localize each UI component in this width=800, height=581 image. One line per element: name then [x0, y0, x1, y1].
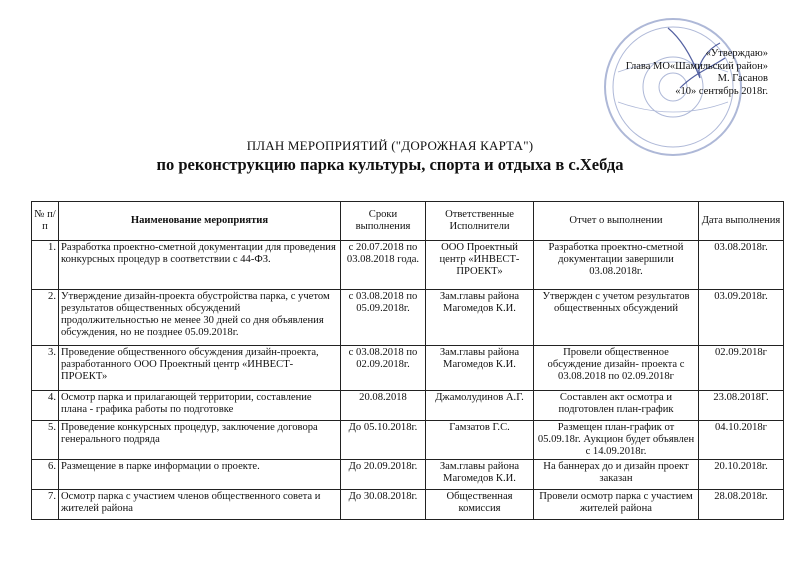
row-done: 03.08.2018г.: [699, 241, 784, 290]
table-row: [32, 346, 784, 391]
row-report: На баннерах до и дизайн проект заказан: [534, 460, 699, 490]
row-responsible: Зам.главы района Магомедов К.И.: [426, 460, 534, 490]
row-deadline: с 03.08.2018 по 05.09.2018г.: [341, 290, 426, 346]
row-done: 02.09.2018г: [699, 346, 784, 391]
row-deadline: До 05.10.2018г.: [341, 421, 426, 460]
row-name: Осмотр парка и прилагающей территории, составление плана - графика работы по подготовке: [59, 391, 341, 421]
row-done: 23.08.2018Г.: [699, 391, 784, 421]
row-num: 4.: [32, 391, 59, 421]
row-num: 7.: [32, 490, 59, 520]
row-report: Размещен план-график от 05.09.18г. Аукцион будет объявлен с 14.09.2018г.: [534, 421, 699, 460]
row-num: 3.: [32, 346, 59, 391]
row-responsible: ООО Проектный центр «ИНВЕСТ-ПРОЕКТ»: [426, 241, 534, 290]
table-row: [32, 241, 784, 290]
row-name: Проведение общественного обсуждения дизайн-проекта, разработанного ООО Проектный центр «ИНВЕСТ-ПРОЕКТ»: [59, 346, 341, 391]
approval-line-3: М. Гасанов: [717, 73, 768, 84]
table-row: [32, 391, 784, 421]
header-deadline: Сроки выполнения: [341, 202, 426, 241]
approval-line-1: «Утверждаю»: [705, 48, 768, 59]
row-deadline: с 20.07.2018 по 03.08.2018 года.: [341, 241, 426, 290]
plan-title: ПЛАН МЕРОПРИЯТИЙ ("ДОРОЖНАЯ КАРТА"): [246, 138, 534, 153]
table-row: [32, 460, 784, 490]
plan-subtitle: по реконструкцию парка культуры, спорта и отдыха в с.Хебда: [156, 155, 624, 174]
row-deadline: с 03.08.2018 по 02.09.2018г.: [341, 346, 426, 391]
row-num: 1.: [32, 241, 59, 290]
header-num: № п/п: [32, 202, 59, 241]
approval-line-2: Глава МО«Шамильский район»: [625, 60, 768, 72]
row-report: Провели осмотр парка с участием жителей района: [534, 490, 699, 520]
header-report: Отчет о выполнении: [534, 202, 699, 241]
row-report: Составлен акт осмотра и подготовлен план-график: [534, 391, 699, 421]
row-deadline: До 20.09.2018г.: [341, 460, 426, 490]
row-responsible: Гамзатов Г.С.: [426, 421, 534, 460]
table-row: [32, 421, 784, 460]
row-report: Разработка проектно-сметной документации завершили 03.08.2018г.: [534, 241, 699, 290]
row-num: 2.: [32, 290, 59, 346]
table-header-row: [32, 202, 784, 241]
header-responsible: Ответственные Исполнители: [426, 202, 534, 241]
row-name: Осмотр парка с участием членов общественного совета и жителей района: [59, 490, 341, 520]
row-responsible: Зам.главы района Магомедов К.И.: [426, 346, 534, 391]
row-report: Провели общественное обсуждение дизайн- проекта с 03.08.2018 по 02.09.2018г: [534, 346, 699, 391]
row-name: Разработка проектно-сметной документации для проведения конкурсных процедур в соответствии с 44-ФЗ.: [59, 241, 341, 290]
roadmap-table: [31, 201, 784, 520]
approval-line-4: «10» сентябрь 2018г.: [675, 85, 768, 97]
row-num: 5.: [32, 421, 59, 460]
table-row: [32, 290, 784, 346]
header-done: Дата выполнения: [699, 202, 784, 241]
row-name: Утверждение дизайн-проекта обустройства парка, с учетом результатов общественных обсуждений продолжительностью не менее 30 дней со дня объявления обсуждения, но не позднее 05.09.2018г.: [59, 290, 341, 346]
row-deadline: 20.08.2018: [341, 391, 426, 421]
row-done: 28.08.2018г.: [699, 490, 784, 520]
row-deadline: До 30.08.2018г.: [341, 490, 426, 520]
table-row: [32, 490, 784, 520]
approval-block: [600, 48, 768, 98]
row-done: 20.10.2018г.: [699, 460, 784, 490]
row-responsible: Общественная комиссия: [426, 490, 534, 520]
row-done: 04.10.2018г: [699, 421, 784, 460]
row-responsible: Джамолудинов А.Г.: [426, 391, 534, 421]
row-responsible: Зам.главы района Магомедов К.И.: [426, 290, 534, 346]
header-name: Наименование мероприятия: [59, 202, 341, 241]
row-name: Проведение конкурсных процедур, заключение договора генерального подряда: [59, 421, 341, 460]
row-name: Размещение в парке информации о проекте.: [59, 460, 341, 490]
row-report: Утвержден с учетом результатов общественных обсуждений: [534, 290, 699, 346]
row-num: 6.: [32, 460, 59, 490]
row-done: 03.09.2018г.: [699, 290, 784, 346]
